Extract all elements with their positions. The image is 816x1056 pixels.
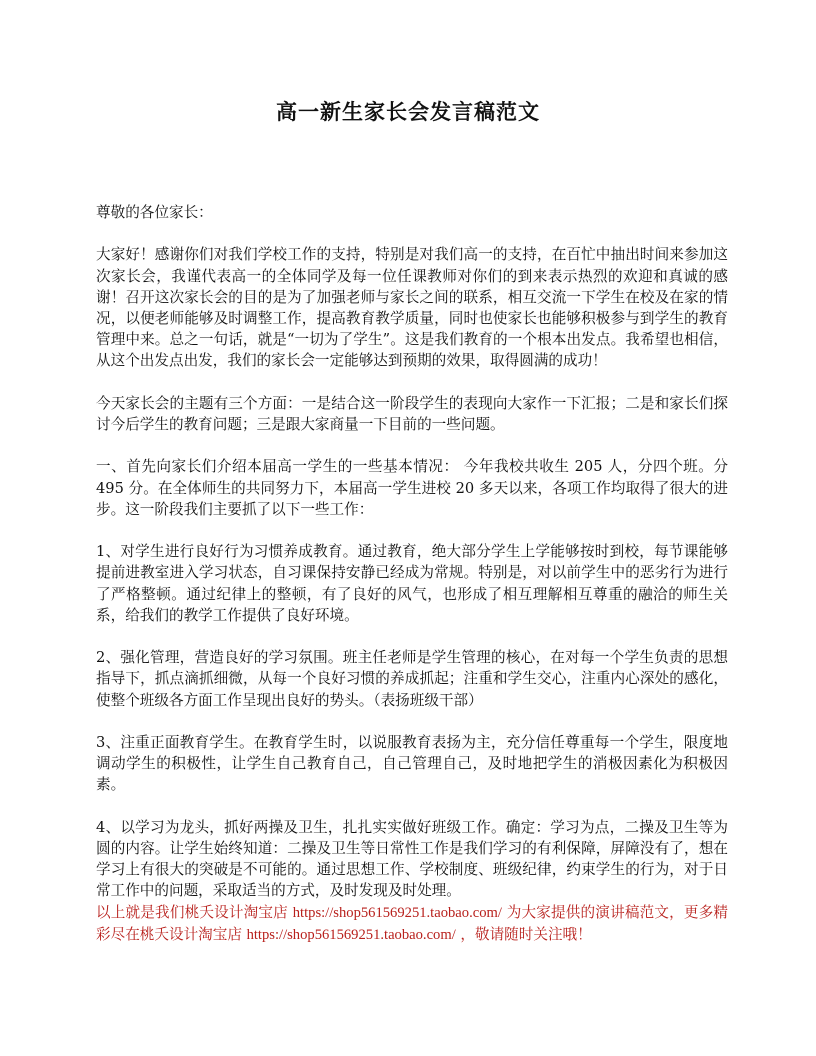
document-body [96,202,728,967]
footer-text-3: ，敬请随时关注哦！ [455,925,592,943]
paragraph-themes: 今天家长会的主题有三个方面：一是结合这一阶段学生的表现向大家作一下汇报；二是和家长们探讨今后学生的教育问题；三是跟大家商量一下目前的一些问题。 [96,394,728,433]
paragraph-item-3: 3、注重正面教育学生。在教育学生时，以说服教育表扬为主，充分信任尊重每一个学生，限度地调动学生的积极性，让学生自己教育自己，自己管理自己，及时地把学生的消极因素化为积极因素。 [96,733,728,794]
shop-link-1[interactable]: https://shop561569251.taobao.com/ [292,904,502,921]
footer-text-1: 以上就是我们桃夭设计淘宝店 [96,903,293,921]
footer-note [96,902,728,946]
paragraph-item-1: 1、对学生进行良好行为习惯养成教育。通过教育，绝大部分学生上学能够按时到校，每节课能够提前进教室进入学习状态，自习课保持安静已经成为常规。特别是，对以前学生中的恶劣行为进行了严格整顿。通过纪律上的整顿，有了良好的风气，也形成了相互理解相互尊重的融洽的师生关系，给我们的教学工作提供了良好环境。 [96,543,728,624]
salutation: 尊敬的各位家长： [96,204,213,221]
paragraph-intro: 大家好！感谢你们对我们学校工作的支持，特别是对我们高一的支持，在百忙中抽出时间来参加这次家长会，我谨代表高一的全体同学及每一位任课教师对你们的到来表示热烈的欢迎和真诚的感谢！召开这次家长会的目的是为了加强老师与家长之间的联系，相互交流一下学生在校及在家的情况，以便老师能够及时调整工作，提高教育教学质量，同时也使家长也能够积极参与到学生的教育管理中来。总之一句话，就是“一切为了学生”。这是我们教育的一个根本出发点。我希望也相信，从这个出发点出发，我们的家长会一定能够达到预期的效果，取得圆满的成功！ [96,246,728,370]
document-title: 高一新生家长会发言稿范文 [276,99,540,124]
paragraph-item-2: 2、强化管理，营造良好的学习氛围。班主任老师是学生管理的核心，在对每一个学生负责的思想指导下，抓点滴抓细微，从每一个良好习惯的养成抓起；注重和学生交心，注重内心深处的感化，使整个班级各方面工作呈现出良好的势头。（表扬班级干部） [96,649,728,709]
shop-link-2[interactable]: https://shop561569251.taobao.com/ [246,926,456,943]
paragraph-item-4: 4、以学习为龙头，抓好两操及卫生，扎扎实实做好班级工作。确定：学习为点，二操及卫生等为圆的内容。让学生始终知道：二操及卫生等日常性工作是我们学习的有利保障，屏障没有了，想在学习上有很大的突破是不可能的。通过思想工作、学校制度、班级纪律，约束学生的行为，对于日常工作中的问题，采取适当的方式，及时发现及时处理。 [96,818,728,900]
paragraph-section-one: 一、首先向家长们介绍本届高一学生的一些基本情况： 今年我校共收生 205 人，分四个班。分 495 分。在全体师生的共同努力下，本届高一学生进校 20 多天以来，各项工作均取得了很大的进步。这一阶段我们主要抓了以下一些工作： [96,458,728,518]
footer-text-2: 为大家提供的演讲稿范文，更多精彩尽在桃夭设计淘宝店 [96,903,729,943]
